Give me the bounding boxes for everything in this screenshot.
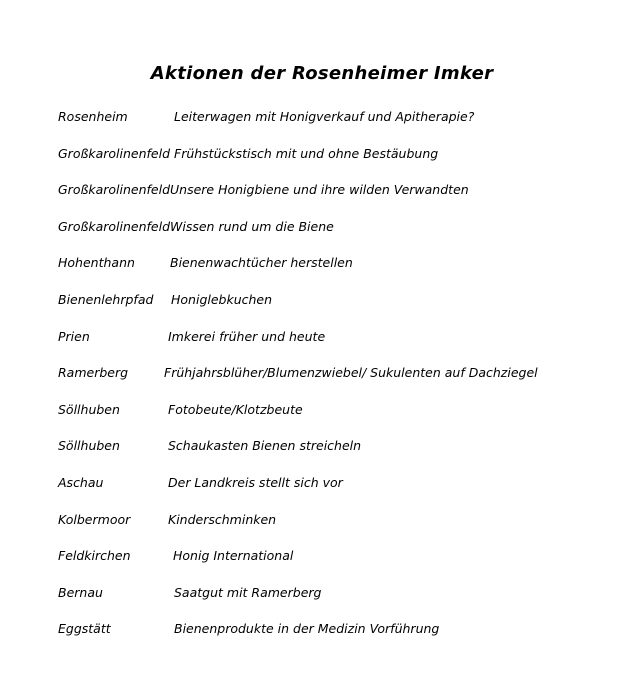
page-title: Aktionen der Rosenheimer Imker <box>150 63 494 84</box>
entry-place: Großkarolinenfeld <box>58 145 171 161</box>
entry-place: Kolbermoor <box>58 511 131 527</box>
list-item <box>58 179 638 216</box>
entry-place: Feldkirchen <box>58 548 131 564</box>
list-item <box>58 472 638 509</box>
list-item <box>58 509 638 546</box>
list-item <box>58 362 638 399</box>
list-item <box>58 106 638 143</box>
list-item <box>58 618 638 655</box>
entry-place: Söllhuben <box>58 401 120 417</box>
entry-action: Saatgut mit Ramerberg <box>174 584 322 600</box>
entry-action: Kinderschminken <box>168 511 277 527</box>
list-item <box>58 435 638 472</box>
list-item <box>58 399 638 436</box>
list-item <box>58 326 638 363</box>
list-item <box>58 252 638 289</box>
list-item <box>58 289 638 326</box>
entry-action: Fotobeute/Klotzbeute <box>168 401 303 417</box>
entry-action: Bienenwachtücher herstellen <box>170 255 353 271</box>
entry-action: Honig International <box>173 548 294 564</box>
entry-action: Unsere Honigbiene und ihre wilden Verwandten <box>170 182 469 198</box>
entry-action: Honiglebkuchen <box>171 291 273 307</box>
entry-place: Söllhuben <box>58 438 120 454</box>
entry-action: Der Landkreis stellt sich vor <box>168 474 343 490</box>
entry-action: Imkerei früher und heute <box>168 328 326 344</box>
entry-action: Schaukasten Bienen streicheln <box>168 438 362 454</box>
entry-action: Bienenprodukte in der Medizin Vorführung <box>174 621 440 637</box>
entry-place: Großkarolinenfeld <box>58 182 171 198</box>
entry-list <box>58 106 638 655</box>
list-item <box>58 143 638 180</box>
list-item <box>58 582 638 619</box>
entry-place: Aschau <box>58 474 104 490</box>
entry-action: Leiterwagen mit Honigverkauf und Apitherapie? <box>174 109 475 124</box>
entry-place: Rosenheim <box>58 109 128 124</box>
entry-place: Bienenlehrpfad <box>58 291 154 307</box>
list-item <box>58 545 638 582</box>
entry-place: Bernau <box>58 584 103 600</box>
entry-place: Prien <box>58 328 90 344</box>
entry-action: Wissen rund um die Biene <box>170 218 334 234</box>
entry-action: Frühstückstisch mit und ohne Bestäubung <box>174 145 439 161</box>
entry-place: Eggstätt <box>58 621 111 637</box>
entry-place: Großkarolinenfeld <box>58 218 171 234</box>
entry-place: Hohenthann <box>58 255 135 271</box>
list-item <box>58 216 638 253</box>
entry-action: Frühjahrsblüher/Blumenzwiebel/ Sukulenten auf Dachziegel <box>164 365 538 381</box>
entry-place: Ramerberg <box>58 365 129 381</box>
